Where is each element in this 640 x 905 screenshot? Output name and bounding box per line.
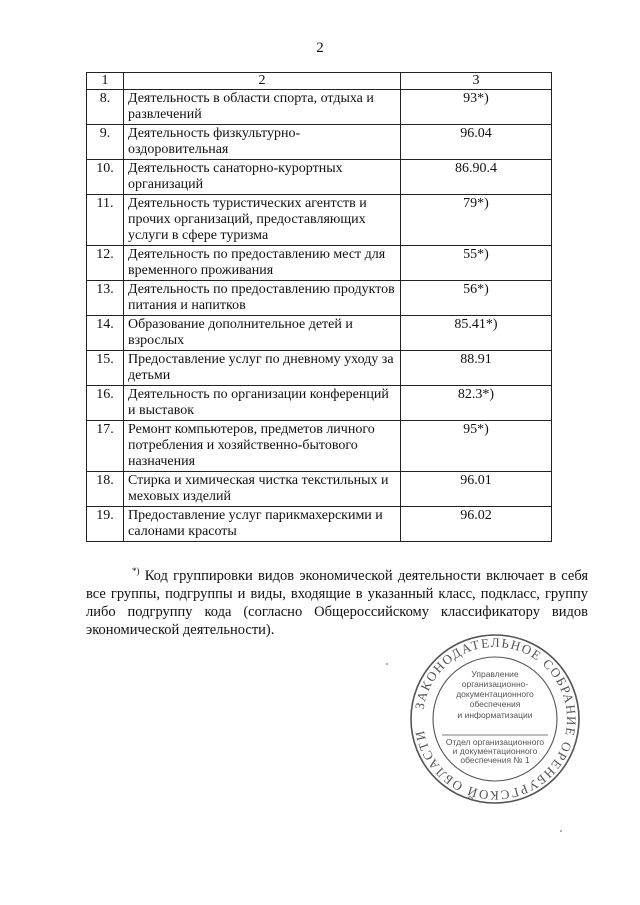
activity-name: Деятельность по предоставлению продуктов питания и напитков <box>124 281 401 316</box>
activities-table <box>86 72 552 542</box>
row-number: 13. <box>87 281 124 316</box>
table-row <box>87 316 552 351</box>
row-number: 12. <box>87 246 124 281</box>
okved-code: 88.91 <box>401 351 552 386</box>
okved-code: 86.90.4 <box>401 160 552 195</box>
activity-name: Деятельность по организации конференций и выставок <box>124 386 401 421</box>
activity-name: Стирка и химическая чистка текстильных и меховых изделий <box>124 472 401 507</box>
okved-code: 55*) <box>401 246 552 281</box>
table-row <box>87 507 552 542</box>
table-row <box>87 246 552 281</box>
footnote-marker: *) <box>132 566 140 576</box>
activity-name: Деятельность санаторно-курортных организаций <box>124 160 401 195</box>
row-number: 8. <box>87 90 124 125</box>
activity-name: Деятельность по предоставлению мест для временного проживания <box>124 246 401 281</box>
row-number: 19. <box>87 507 124 542</box>
page-number: 2 <box>316 40 324 56</box>
column-header: 3 <box>401 73 552 90</box>
activity-name: Деятельность в области спорта, отдыха и развлечений <box>124 90 401 125</box>
stamp-inner-line: и информатизации <box>457 710 533 720</box>
stamp-inner-line: организационно- <box>461 679 529 689</box>
row-number: 18. <box>87 472 124 507</box>
activity-name: Деятельность туристических агентств и прочих организаций, предоставляющих услуги в сфере туризма <box>124 195 401 246</box>
row-number: 16. <box>87 386 124 421</box>
okved-code: 85.41*) <box>401 316 552 351</box>
activity-name: Образование дополнительное детей и взрослых <box>124 316 401 351</box>
okved-code: 82.3*) <box>401 386 552 421</box>
table-row <box>87 421 552 472</box>
stamp-inner-line: и документационного <box>452 746 538 756</box>
table-row <box>87 351 552 386</box>
stamp-ring-text-path: ЗАКОНОДАТЕЛЬНОЕ СОБРАНИЕ ОРЕНБУРГСКОЙ ОБЛАСТИ <box>411 634 580 804</box>
row-number: 15. <box>87 351 124 386</box>
activity-name: Предоставление услуг по дневному уходу за детьми <box>124 351 401 386</box>
stamp-inner-line: Отдел организационного <box>445 737 545 747</box>
scan-speck <box>386 663 388 665</box>
okved-code: 56*) <box>401 281 552 316</box>
row-number: 9. <box>87 125 124 160</box>
activity-name: Предоставление услуг парикмахерскими и салонами красоты <box>124 507 401 542</box>
official-stamp <box>408 632 582 806</box>
table-row <box>87 281 552 316</box>
okved-code: 96.02 <box>401 507 552 542</box>
table-row <box>87 160 552 195</box>
table-row <box>87 90 552 125</box>
okved-code: 96.01 <box>401 472 552 507</box>
okved-code: 93*) <box>401 90 552 125</box>
stamp-inner-line: Управление <box>471 669 519 679</box>
row-number: 17. <box>87 421 124 472</box>
table-row <box>87 386 552 421</box>
table-body <box>87 90 552 542</box>
stamp-inner-line: документационного <box>456 689 534 699</box>
column-header: 1 <box>87 73 124 90</box>
stamp-inner-line: обеспечения <box>469 699 521 709</box>
footnote-text: Код группировки видов экономической деятельности включает в себя все группы, подгруппы и виды, входящие в указанный класс, подкласс, группу либо подгруппу кода (согласно Общероссийскому классификатору видов экономической деятельности). <box>86 567 589 638</box>
row-number: 11. <box>87 195 124 246</box>
okved-code: 96.04 <box>401 125 552 160</box>
row-number: 14. <box>87 316 124 351</box>
stamp-inner-text <box>446 669 544 765</box>
okved-code: 95*) <box>401 421 552 472</box>
table-row <box>87 125 552 160</box>
column-header: 2 <box>124 73 401 90</box>
footnote <box>86 562 588 639</box>
stamp-inner-line: обеспечения № 1 <box>460 755 530 765</box>
activity-name: Ремонт компьютеров, предметов личного потребления и хозяйственно-бытового назначения <box>124 421 401 472</box>
activity-name: Деятельность физкультурно-оздоровительная <box>124 125 401 160</box>
table-row <box>87 472 552 507</box>
table-row <box>87 195 552 246</box>
okved-code: 79*) <box>401 195 552 246</box>
scan-speck <box>560 830 562 832</box>
table-header-row <box>87 73 552 90</box>
row-number: 10. <box>87 160 124 195</box>
